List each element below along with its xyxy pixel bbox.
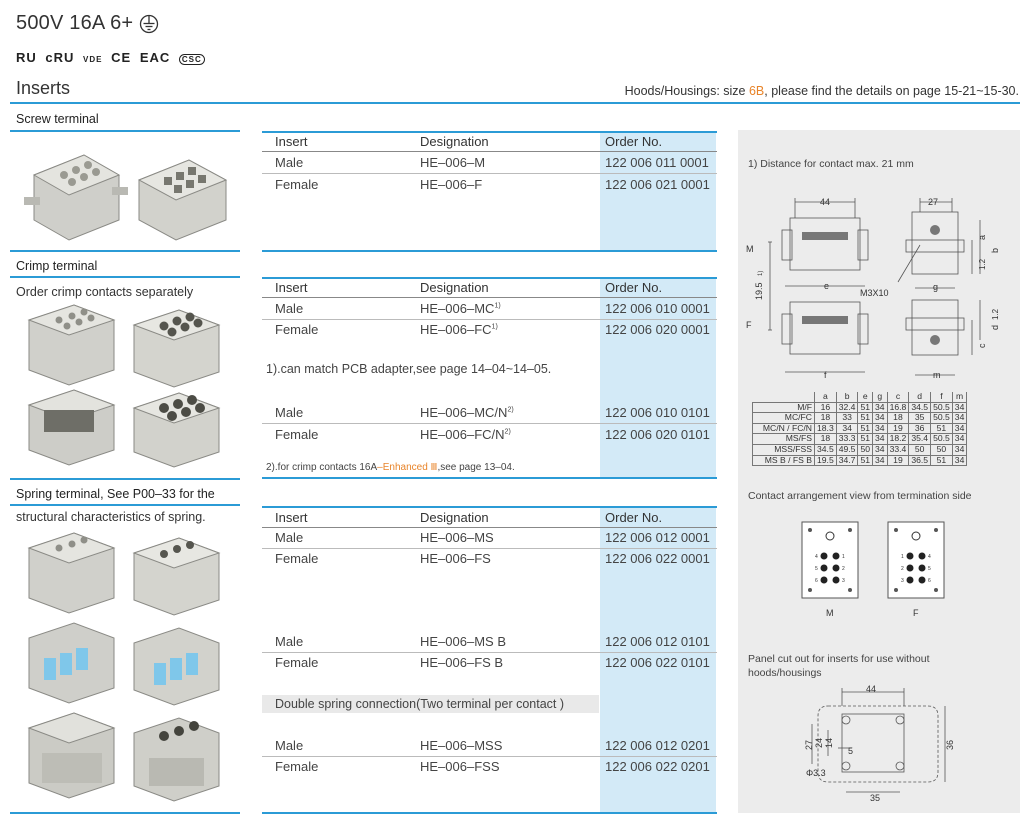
dimension-row-msfs: MS/FS 18 33.3 51 34 18.2 35.4 50.5 34: [753, 434, 967, 445]
spring-b-female-photo: [134, 628, 219, 705]
spring-top-rule: [10, 478, 240, 480]
crimp-row-4-order: 122 006 020 0101: [605, 427, 710, 442]
svg-text:4: 4: [815, 554, 818, 560]
dimension-table-header: a b e g c d f m: [753, 392, 967, 402]
drawing-dim-e: e: [824, 281, 830, 291]
spring-row-1-designation: HE–006–MS: [420, 530, 494, 545]
crimp-row-2-designation: HE–006–FC$^{1)}$: [420, 322, 498, 337]
panel-cutout-title-2: hoods/housings: [748, 667, 822, 679]
panel-hole-dia: Φ3.3: [806, 768, 826, 778]
spring-header-order: Order No.: [605, 510, 663, 525]
screw-header-insert: Insert: [275, 134, 308, 149]
ce-logo: CE: [111, 50, 132, 65]
drawing-dim-f: f: [824, 370, 827, 380]
spring-table-bottom-rule: [262, 812, 717, 814]
spring-subtitle: structural characteristics of spring.: [16, 510, 206, 524]
crimp-header-designation: Designation: [420, 280, 489, 295]
dimension-row-mf: M/F 16 32.4 51 34 16.8 34.5 50.5 34: [753, 402, 967, 413]
screw-row-2-order: 122 006 021 0001: [605, 177, 710, 192]
spring-rule: [10, 504, 240, 506]
crimp-row-1-insert: Male: [275, 301, 304, 316]
crimp-row-3-designation: $HE-006-MC/N^{2)}$: [420, 405, 514, 420]
housing-size: 6B: [748, 84, 765, 98]
crimp-female-photo: [134, 310, 219, 387]
spring-insert-photos: [14, 528, 239, 808]
vde-logo: VDE: [83, 55, 103, 64]
spring-row-2-insert: Female: [275, 551, 319, 566]
contact-diagram-f: [888, 522, 944, 598]
crimp-male-photo: [29, 305, 114, 385]
svg-text:2: 2: [842, 566, 845, 572]
screw-row-2-insert: Female: [275, 177, 319, 192]
spring-row-5-insert: Male: [275, 738, 304, 753]
svg-text:4: 4: [928, 554, 931, 560]
spring-row-4-designation: HE–006–FS B: [420, 655, 504, 670]
screw-row-2-designation: HE–006–F: [420, 177, 483, 192]
dimension-row-msbfsb: MS B / FS B 19.5 34.7 51 34 19 36.5 51 34: [753, 455, 967, 466]
panel-cutout-drawing: [800, 684, 960, 806]
spring-row-3-insert: Male: [275, 634, 304, 649]
ul-logo: RU: [16, 50, 37, 65]
spring-b-male-photo: [29, 623, 114, 703]
spring-row-4-order: 122 006 022 0101: [605, 655, 710, 670]
spring-row-6-designation: HE–006–FSS: [420, 759, 500, 774]
svg-text:1: 1: [842, 554, 845, 560]
cul-logo: cRU: [45, 50, 75, 65]
crimp-n-female-photo: [134, 393, 219, 467]
crimp-row-2-insert: Female: [275, 322, 319, 337]
rating-title: 500V 16A 6+: [16, 12, 134, 34]
spring-row-5-order: 122 006 012 0201: [605, 738, 710, 753]
drawing-dim-c: c: [977, 343, 987, 348]
crimp-subtitle: Order crimp contacts separately: [16, 285, 194, 299]
drawing-dim-19-5: 19.5: [754, 282, 764, 300]
drawing-label-m3: M3X10: [860, 288, 889, 298]
spring-double-female-photo: [134, 718, 219, 801]
spring-row-4-insert: Female: [275, 655, 319, 670]
crimp-row-4-insert: Female: [275, 427, 319, 442]
crimp-insert-photos: [14, 300, 239, 470]
drawing-label-f: F: [746, 320, 752, 330]
crimp-row-4-designation: $HE-006-FC/N^{2)}$: [420, 427, 511, 442]
crimp-table-top-rule: [262, 277, 717, 279]
svg-text:3: 3: [842, 578, 845, 584]
spring-header-designation: Designation: [420, 510, 489, 525]
svg-text:5: 5: [815, 566, 818, 572]
drawing-dim-1-2-b: 1.2: [991, 308, 1000, 320]
spring-row-3-order: 122 006 012 0101: [605, 634, 710, 649]
drawing-label-m: M: [746, 244, 754, 254]
panel-dim-24: 24: [814, 737, 824, 748]
contact-label-m: M: [826, 608, 834, 618]
crimp-n-male-photo: [29, 390, 114, 465]
drawing-dim-m: m: [933, 370, 941, 380]
spring-male-photo: [29, 533, 114, 613]
contact-arrangement-title: Contact arrangement view from termination side: [748, 490, 972, 502]
screw-rule: [10, 130, 240, 132]
spring-row-5-designation: HE–006–MSS: [420, 738, 503, 753]
crimp-header-insert: Insert: [275, 280, 308, 295]
screw-table-top-rule: [262, 131, 717, 133]
csc-logo: CSC: [179, 54, 205, 65]
spring-row-2-designation: HE–006–FS: [420, 551, 491, 566]
double-spring-note: Double spring connection(Two terminal per contact ): [275, 697, 565, 711]
crimp-row-1-designation: HE–006–MC$^{1)}$: [420, 301, 501, 316]
drawing-dim-d: d: [990, 324, 1000, 330]
spring-row-6-insert: Female: [275, 759, 319, 774]
spring-title: Spring terminal, See P00–33 for the: [16, 487, 215, 501]
drawing-dim-g: g: [933, 282, 939, 292]
spring-row-2-order: 122 006 022 0001: [605, 551, 710, 566]
spring-row-6-order: 122 006 022 0201: [605, 759, 710, 774]
screw-male-photo: [24, 155, 128, 240]
certification-logos: [16, 50, 209, 65]
svg-text:5: 5: [928, 566, 931, 572]
spring-row-1-order: 122 006 012 0001: [605, 530, 710, 545]
crimp-note-1: 1).can match PCB adapter,see page 14–04~14–05.: [266, 362, 552, 376]
screw-row-1-insert: Male: [275, 155, 304, 170]
drawing-dim-1-2-a: 1.2: [978, 258, 987, 270]
header-rule: [10, 102, 1020, 104]
crimp-row-3-insert: Male: [275, 405, 304, 420]
screw-row-1-order: 122 006 011 0001: [605, 155, 709, 170]
drawing-dim-b: b: [990, 247, 1000, 253]
drawing-dim-a: a: [977, 234, 987, 240]
screw-row-1-designation: HE–006–M: [420, 155, 486, 170]
crimp-row-2-order: 122 006 020 0001: [605, 322, 710, 337]
spring-table-top-rule: [262, 506, 717, 508]
spring-female-photo: [134, 538, 219, 615]
panel-dim-36: 36: [945, 739, 955, 750]
screw-insert-photos: [14, 135, 239, 245]
dimension-row-mcfc: MC/FC 18 33 51 34 18 35 50.5 34: [753, 413, 967, 424]
panel-dim-5: 5: [848, 746, 854, 756]
spring-double-male-photo: [29, 713, 114, 798]
screw-header-designation: Designation: [420, 134, 489, 149]
contact-arrangement-diagram: [800, 520, 960, 640]
contact-diagram-m: [802, 522, 858, 598]
screw-title: Screw terminal: [16, 112, 99, 126]
dimension-drawing: [740, 190, 1020, 385]
crimp-header-order: Order No.: [605, 280, 663, 295]
ground-icon: [139, 14, 159, 34]
crimp-title: Crimp terminal: [16, 259, 98, 273]
svg-text:3: 3: [901, 578, 904, 584]
spring-row-3-designation: HE–006–MS B: [420, 634, 506, 649]
crimp-row-3-order: 122 006 010 0101: [605, 405, 710, 420]
page-title: [16, 12, 159, 35]
crimp-note-2: 2).for crimp contacts 16A–Enhanced Ⅲ,see page 13–04.: [266, 462, 515, 473]
spring-header-insert: Insert: [275, 510, 308, 525]
housing-note: Hoods/Housings: size 6B, please find the details on page 15-21~15-30.: [624, 84, 1019, 98]
drawing-dim-27: 27: [928, 197, 939, 207]
eac-logo: EAC: [139, 50, 171, 65]
crimp-rule: [10, 276, 240, 278]
panel-dim-44: 44: [866, 684, 877, 694]
dimension-row-mcn: MC/N / FC/N 18.3 34 51 34 19 36 51 34: [753, 423, 967, 434]
screw-header-order: Order No.: [605, 134, 663, 149]
crimp-table-bottom-rule: [262, 477, 717, 479]
panel-dim-14: 14: [824, 737, 834, 748]
dimension-table: [752, 392, 967, 466]
svg-text:6: 6: [928, 578, 931, 584]
spring-bottom-rule: [10, 812, 240, 814]
spring-row-1-insert: Male: [275, 530, 304, 545]
svg-text:6: 6: [815, 578, 818, 584]
contact-label-f: F: [913, 608, 919, 618]
panel-cutout-title-1: Panel cut out for inserts for use without: [748, 653, 930, 665]
drawing-dim-44: 44: [820, 197, 831, 207]
crimp-top-rule: [10, 250, 240, 252]
svg-text:1: 1: [901, 554, 904, 560]
section-title: Inserts: [16, 78, 71, 98]
distance-note: 1) Distance for contact max. 21 mm: [748, 158, 914, 170]
dimension-row-mssfss: MSS/FSS 34.5 49.5 50 34 33.4 50 50 34: [753, 444, 967, 455]
screw-female-photo: [139, 160, 226, 240]
panel-dim-27: 27: [804, 739, 814, 750]
screw-table-bottom-rule: [262, 250, 717, 252]
crimp-row-1-order: 122 006 010 0001: [605, 301, 710, 316]
svg-text:2: 2: [901, 566, 904, 572]
drawing-dim-19-5-sup: 1): [758, 270, 764, 276]
panel-dim-35: 35: [870, 793, 881, 803]
